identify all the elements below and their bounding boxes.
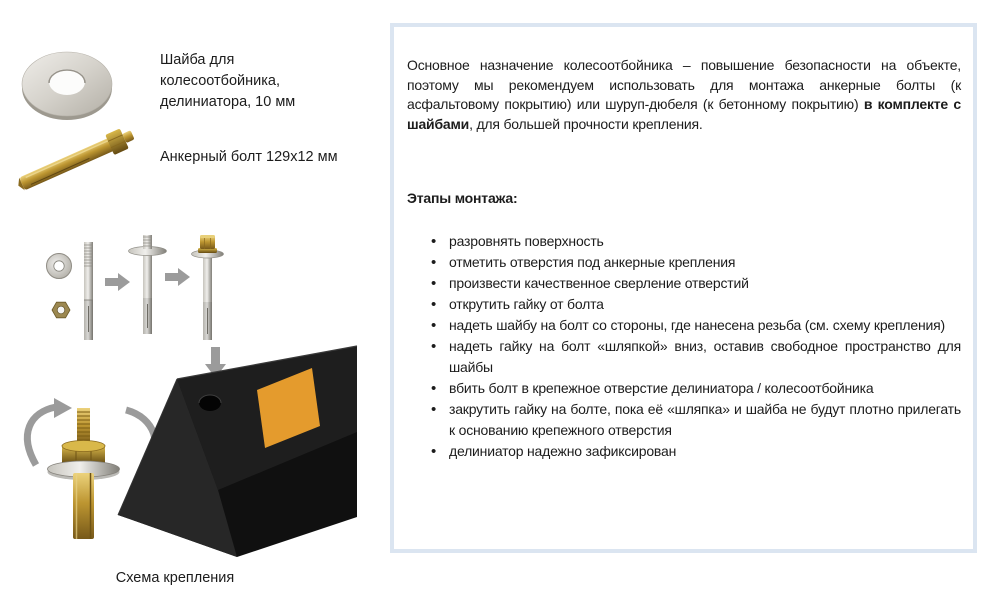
bullet-item: • вбить болт в крепежное отверстие делиниатора / колесоотбойника — [431, 378, 961, 399]
bullet-item: • произвести качественное сверление отверстий — [431, 273, 961, 294]
info-panel — [390, 23, 977, 553]
bullet-item: • закрутить гайку на болте, пока её «шляпка» и шайба не будут плотно прилегать к основанию крепежного отверстия — [431, 399, 961, 441]
bullet-item: • разровнять поверхность — [431, 231, 961, 252]
wheel-stop-image — [118, 346, 357, 557]
bullet-item: • отметить отверстия под анкерные крепления — [431, 252, 961, 273]
anchor-bolt-image — [14, 125, 137, 196]
scheme-caption: Схема крепления — [115, 570, 235, 586]
intro-paragraph — [407, 56, 961, 134]
stages-heading: Этапы монтажа: — [407, 190, 518, 206]
step2-bolt-with-washer — [129, 235, 167, 334]
anchor-bolt-caption: Анкерный болт 129х12 мм — [160, 149, 338, 165]
intro-text-bold: в комплекте с шайбами — [407, 96, 961, 132]
bullet-item: • надеть гайку на болт «шляпкой» вниз, оставив свободное пространство для шайбы — [431, 336, 961, 378]
step1-washer-nut-bolt — [47, 242, 94, 340]
step3-assembled-bolt — [192, 235, 224, 340]
rotate-arrow-left-icon — [27, 407, 56, 465]
intro-text-after: , для большей прочности крепления. — [469, 115, 703, 132]
arrow-right-icon — [165, 268, 190, 286]
arrow-right-icon — [105, 273, 130, 291]
washer-caption: Шайба для колесоотбойника, делиниатора, 10 мм — [160, 52, 296, 110]
bullet-item: • надеть шайбу на болт со стороны, где нанесена резьба (см. схему крепления) — [431, 315, 961, 336]
stages-list — [431, 231, 961, 462]
anchor-bolt-photo — [12, 114, 152, 200]
washer-image — [22, 52, 112, 120]
mounting-scheme-figure — [10, 222, 370, 564]
bullet-item: • открутить гайку от болта — [431, 294, 961, 315]
intro-text-before: Основное назначение колесоотбойника – повышение безопасности на объекте, поэтому мы рекомендуем использовать для монтажа анкерные болты (к асфальтовому покрытию) или шуруп-дюбеля (к бетонному покрытию) — [407, 57, 961, 112]
bullet-item: • делиниатор надежно зафиксирован — [431, 441, 961, 462]
